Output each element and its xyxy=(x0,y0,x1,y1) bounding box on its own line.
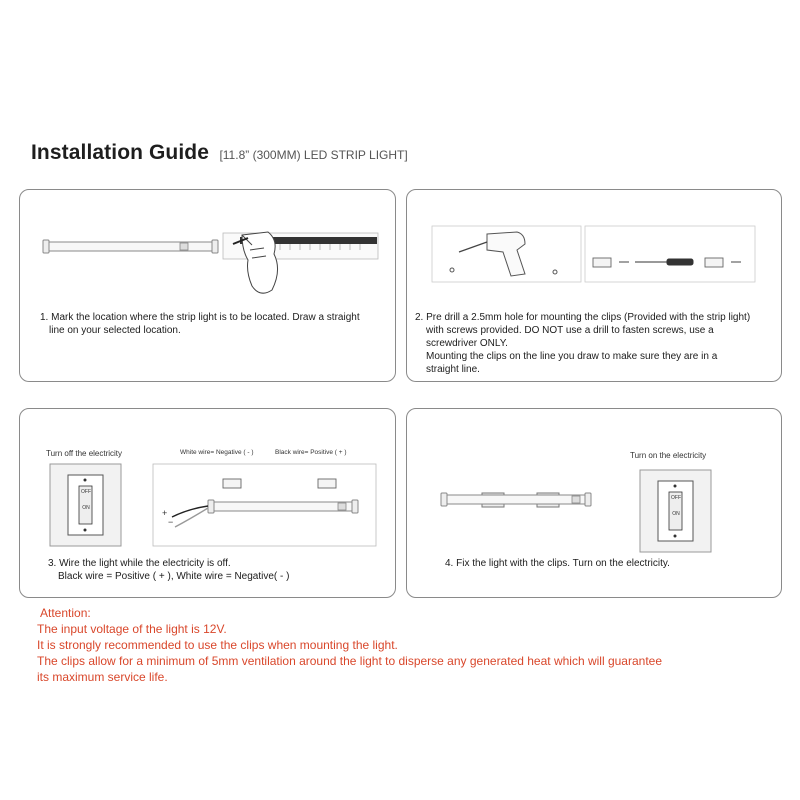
clips-panel xyxy=(585,226,755,282)
wall-switch-on-top: OFF xyxy=(671,495,681,501)
step-3-card xyxy=(19,408,396,598)
step-2-text: 2. Pre drill a 2.5mm hole for mounting the clips (Provided with the strip light) with screws provided. DO NOT use a drill to fasten screws, use a screwdriver ONLY. Mounting the clips on the line you draw to make sure they are in a straight line. xyxy=(415,312,751,375)
page-title xyxy=(31,141,408,165)
screwdriver-icon xyxy=(635,259,693,265)
attention-line: its maximum service life. xyxy=(37,670,168,684)
turn-on-label: Turn on the electricity xyxy=(630,451,707,460)
step-4-card xyxy=(406,408,782,598)
strip-light-with-clips-icon xyxy=(441,493,591,507)
attention-notes xyxy=(37,605,662,685)
wall-switch-on-bottom: ON xyxy=(672,511,680,517)
step-1-text: 1. Mark the location where the strip light is to be located. Draw a straight line on your selected location. xyxy=(40,312,360,336)
wall-switch-off-on-top: OFF xyxy=(81,489,91,495)
attention-line: The input voltage of the light is 12V. xyxy=(37,622,227,636)
wall-switch-off-on-bottom: ON xyxy=(82,505,90,511)
drill-icon xyxy=(450,232,557,276)
hand-drawing-icon xyxy=(233,232,278,293)
wire-positive-label: Black wire= Positive ( + ) xyxy=(275,449,347,456)
strip-light-icon xyxy=(208,500,358,513)
guide-title: Installation Guide xyxy=(31,141,209,164)
step-2-card xyxy=(406,189,782,382)
wire-negative-label: White wire= Negative ( - ) xyxy=(180,449,254,456)
step-3-text: 3. Wire the light while the electricity is off. Black wire = Positive ( + ), White wire = Negative( - ) xyxy=(48,558,290,582)
clip-icon xyxy=(223,479,336,488)
attention-line: It is strongly recommended to use the clips when mounting the light. xyxy=(37,638,398,652)
minus-sign: − xyxy=(168,517,174,527)
step-1-illustration xyxy=(20,190,395,381)
plus-sign: + xyxy=(162,508,168,518)
attention-heading: Attention: xyxy=(40,606,91,620)
wires-icon xyxy=(172,506,208,527)
turn-off-label: Turn off the electricity xyxy=(46,449,123,458)
guide-subtitle: [11.8” (300MM) LED STRIP LIGHT] xyxy=(219,148,408,162)
attention-line: The clips allow for a minimum of 5mm ventilation around the light to disperse any generated heat which will guarantee xyxy=(37,654,662,668)
step-1-card xyxy=(19,189,396,382)
step-4-text: 4. Fix the light with the clips. Turn on the electricity. xyxy=(445,558,670,569)
strip-light-icon xyxy=(43,240,218,253)
